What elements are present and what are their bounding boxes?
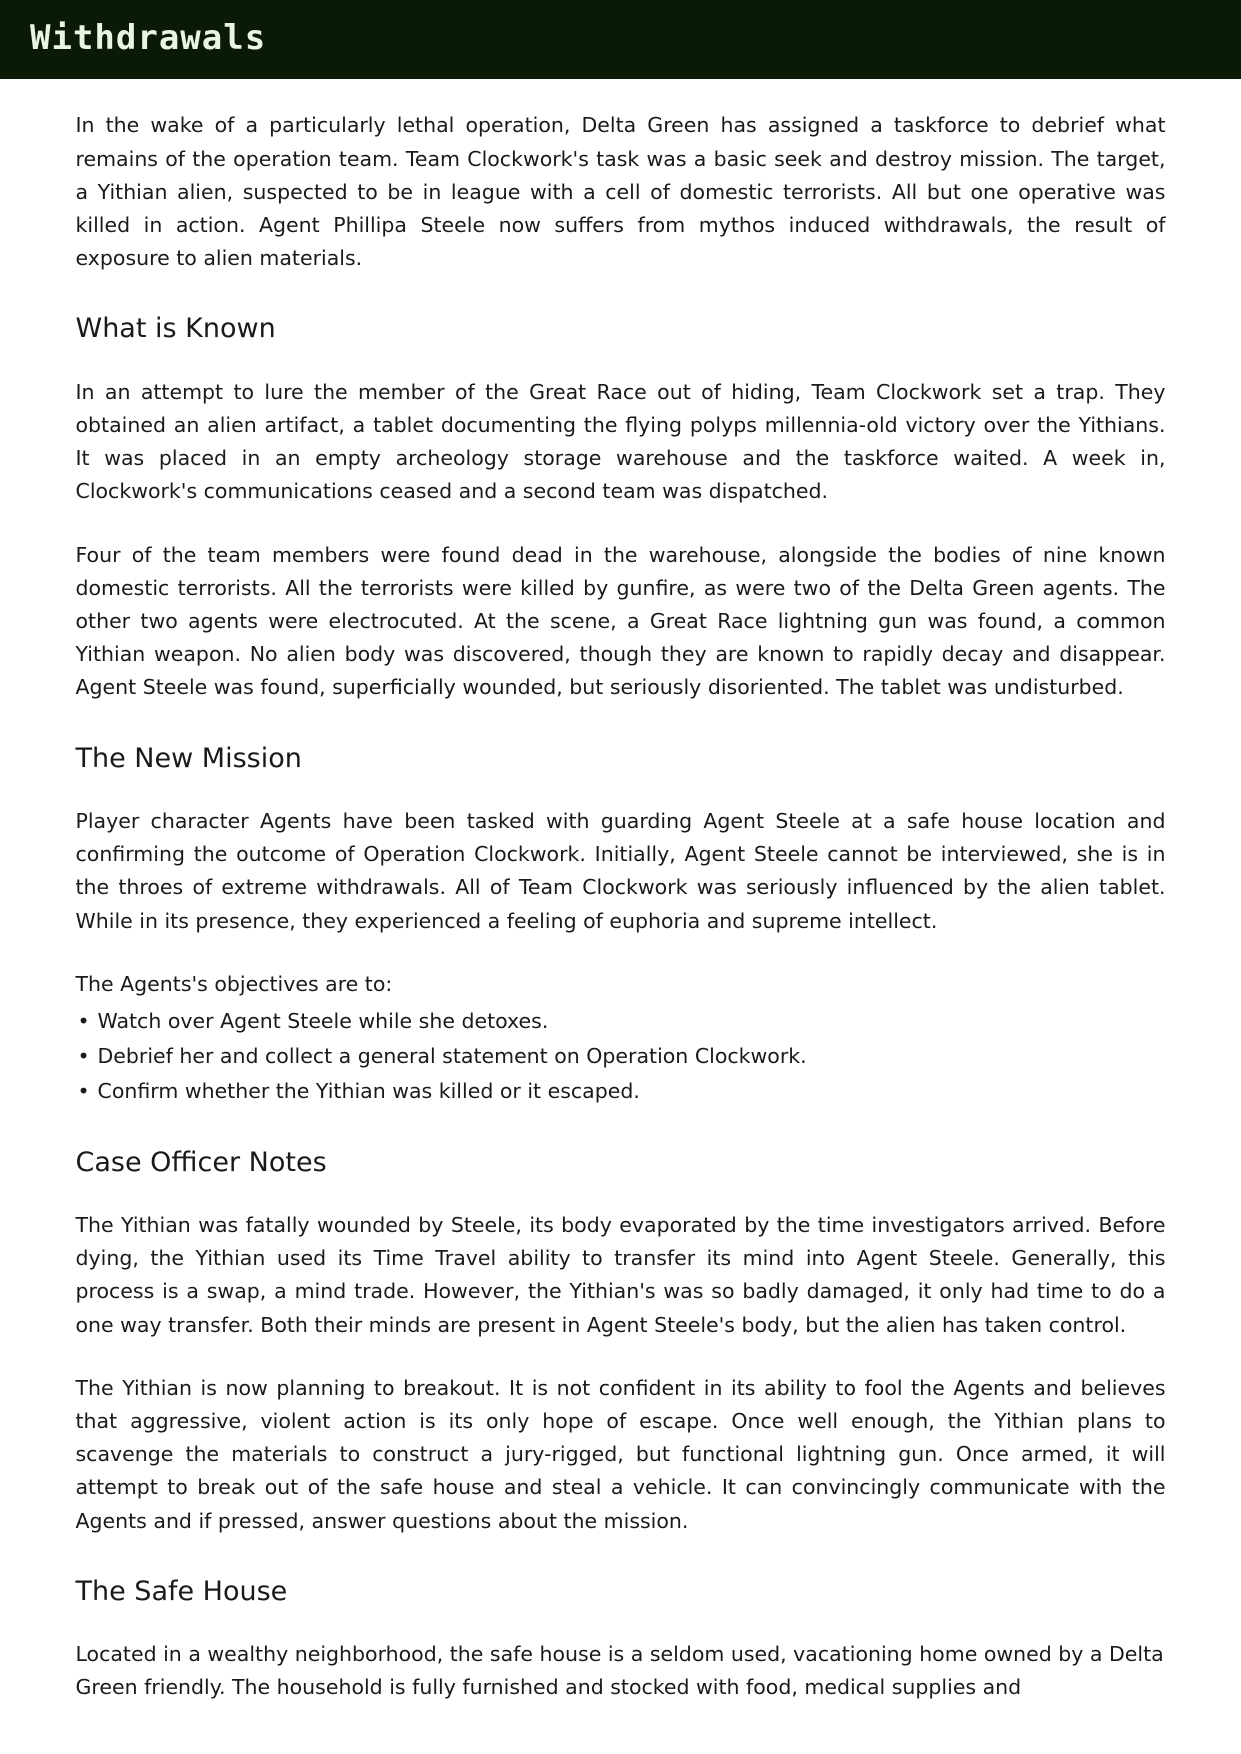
document-title-bar bbox=[0, 0, 1241, 79]
section-heading-the-new-mission: The New Mission bbox=[75, 742, 302, 774]
paragraph-what-is-known-1: In an attempt to lure the member of the Great Race out of hiding, Team Clockwork set a trap. They obtained an alien artifact, a tablet documenting the flying polyps millennia-old victory over the Yithians. It was placed in an empty archeology storage warehouse and the taskforce waited. A week in, Clockwork's communications ceased and a second team was dispatched. bbox=[75, 379, 1166, 504]
document-content bbox=[76, 109, 1166, 1704]
section-heading-what-is-known: What is Known bbox=[75, 313, 276, 345]
paragraph-what-is-known-2: Four of the team members were found dead in the warehouse, alongside the bodies of nine known domestic terrorists. All the terrorists were killed by gunfire, as were two of the Delta Green agents. The other two agents were electrocuted. At the scene, a Great Race lightning gun was found, a common Yithian weapon. No alien body was discovered, though they are known to rapidly decay and disappear. Agent Steele was found, superficially wounded, but seriously disoriented. The tablet was undisturbed. bbox=[75, 542, 1166, 700]
list-item: • Watch over Agent Steele while she detoxes. bbox=[76, 1005, 1166, 1038]
objectives-list bbox=[76, 1005, 1166, 1109]
paragraph-safe-house-1: Located in a wealthy neighborhood, the safe house is a seldom used, vacationing home owned by a Delta Green friendly. The household is fully furnished and stocked with food, medical supplies and bbox=[75, 1642, 1164, 1700]
paragraph-case-officer-1: The Yithian was fatally wounded by Steele, its body evaporated by the time investigators arrived. Before dying, the Yithian used its Time Travel ability to transfer its mind into Agent Steele. Generally, this process is a swap, a mind trade. However, the Yithian's was so badly damaged, it only had time to do a one way transfer. Both their minds are present in Agent Steele's body, but the alien has taken control. bbox=[75, 1213, 1166, 1337]
paragraph-case-officer-2: The Yithian is now planning to breakout. It is not confident in its ability to fool the Agents and believes that aggressive, violent action is its only hope of escape. Once well enough, the Yithian plans to scavenge the materials to construct a jury-rigged, but functional lightning gun. Once armed, it will attempt to break out of the safe house and steal a vehicle. It can convincingly communicate with the Agents and if pressed, answer questions about the mission. bbox=[75, 1375, 1166, 1533]
list-item: • Confirm whether the Yithian was killed or it escaped. bbox=[76, 1075, 1166, 1108]
list-item: • Debrief her and collect a general statement on Operation Clockwork. bbox=[76, 1040, 1166, 1073]
intro-paragraph: In the wake of a particularly lethal operation, Delta Green has assigned a taskforce to debrief what remains of the operation team. Team Clockwork's task was a basic seek and destroy mission. The target, a Yithian alien, suspected to be in league with a cell of domestic terrorists. All but one operative was killed in action. Agent Phillipa Steele now suffers from mythos induced withdrawals, the result of exposure to alien materials. bbox=[75, 113, 1166, 271]
page-title: Withdrawals bbox=[30, 18, 267, 58]
objectives-intro: The Agents's objectives are to: bbox=[75, 971, 393, 996]
section-heading-case-officer-notes: Case Officer Notes bbox=[75, 1146, 327, 1178]
paragraph-new-mission-1: Player character Agents have been tasked with guarding Agent Steele at a safe house location and confirming the outcome of Operation Clockwork. Initially, Agent Steele cannot be interviewed, she is in the throes of extreme withdrawals. All of Team Clockwork was seriously influenced by the alien tablet. While in its presence, they experienced a feeling of euphoria and supreme intellect. bbox=[75, 809, 1166, 933]
section-heading-the-safe-house: The Safe House bbox=[75, 1575, 288, 1607]
